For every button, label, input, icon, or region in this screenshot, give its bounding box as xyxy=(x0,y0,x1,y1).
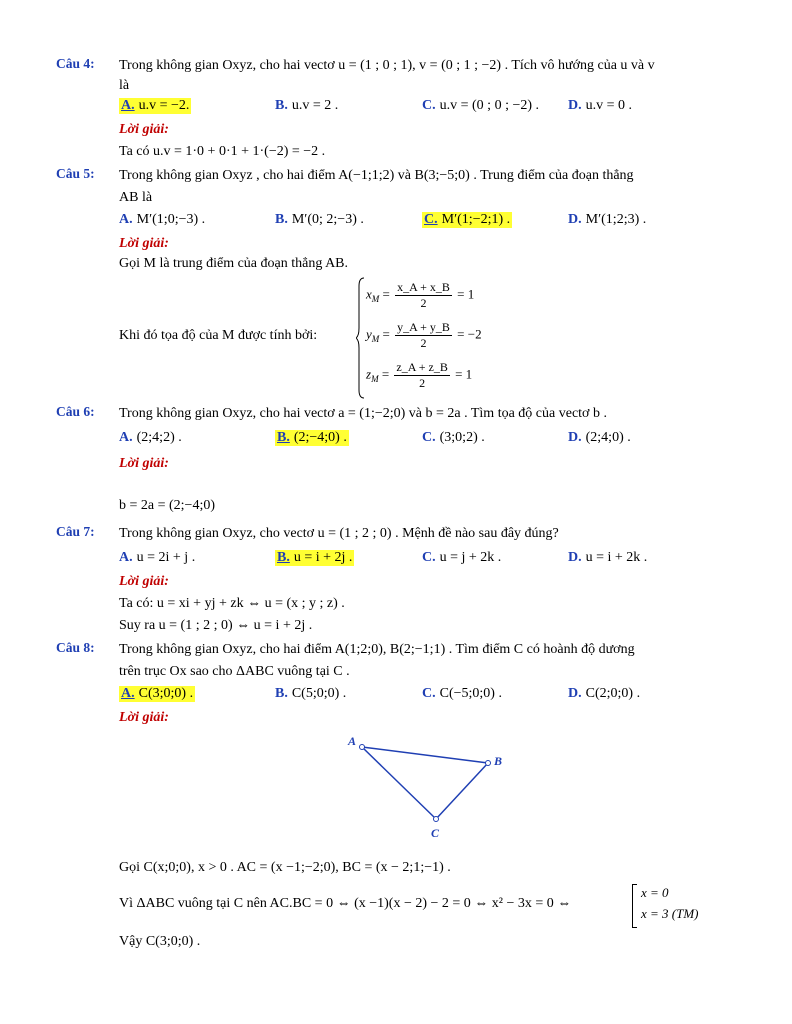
question-text: Trong không gian Oxyz, cho hai vectơ a = (1;−2;0) và b = 2a . Tìm tọa độ của vectơ b . xyxy=(119,406,607,421)
solution-line: Khi đó tọa độ của M được tính bởi: xyxy=(119,328,318,343)
solution-heading: Lời giải: xyxy=(119,456,169,471)
option-a[interactable]: A. u = 2i + j . xyxy=(119,550,196,565)
equation-y: $y_M$ = $\frac{y\_A + y\_B}{2}$ = −2 xyxy=(366,320,482,350)
label-c: C xyxy=(431,826,440,840)
solution-heading: Lời giải: xyxy=(119,236,169,251)
option-c[interactable]: C. C(−5;0;0) . xyxy=(422,686,502,701)
case-x0: x = 0 xyxy=(641,885,669,900)
left-brace-icon xyxy=(356,276,366,400)
question-text: Trong không gian Oxyz, cho vectơ u = (1 ; 2 ; 0) . Mệnh đề nào sau đây đúng? xyxy=(119,526,559,541)
point-b xyxy=(486,761,491,766)
question-label: Câu 6: xyxy=(56,404,95,419)
option-a[interactable]: A. (2;4;2) . xyxy=(119,430,182,445)
question-label: Câu 4: xyxy=(56,56,95,71)
question-label: Câu 8: xyxy=(56,640,95,655)
solution-heading: Lời giải: xyxy=(119,710,169,725)
question-text: Trong không gian Oxyz, cho hai vectơ u = (1 ; 0 ; 1), v = (0 ; 1 ; −2) . Tích vô hướng của u và v xyxy=(119,58,655,73)
option-c[interactable]: C. u = j + 2k . xyxy=(422,550,502,565)
solution-line: Suy ra u = (1 ; 2 ; 0) ⇔ u = i + 2j . xyxy=(119,618,313,633)
solution-line: Gọi M là trung điểm của đoạn thẳng AB. xyxy=(119,256,349,271)
option-b[interactable]: B. u = i + 2j . xyxy=(277,550,353,565)
option-a[interactable]: A. u.v = −2. xyxy=(121,98,190,113)
option-b[interactable]: B. M′(0; 2;−3) . xyxy=(275,212,364,227)
solution-heading: Lời giải: xyxy=(119,574,169,589)
label-a: A xyxy=(348,734,357,748)
option-b[interactable]: B. C(5;0;0) . xyxy=(275,686,347,701)
option-d[interactable]: D. (2;4;0) . xyxy=(568,430,631,445)
option-d[interactable]: D. u.v = 0 . xyxy=(568,98,633,113)
option-a[interactable]: A. M′(1;0;−3) . xyxy=(119,212,206,227)
option-c[interactable]: C. (3;0;2) . xyxy=(422,430,485,445)
midpoint-system xyxy=(356,276,516,400)
option-b[interactable]: B. u.v = 2 . xyxy=(275,98,339,113)
equation-z: $z_M$ = $\frac{z\_A + z\_B}{2}$ = 1 xyxy=(366,360,473,390)
label-b: B xyxy=(494,754,503,768)
option-a[interactable]: A. C(3;0;0) . xyxy=(121,686,194,701)
solution-line: Vì ΔABC vuông tại C nên AC.BC = 0 ⇔ (x −1)(x − 2) − 2 = 0 ⇔ x² − 3x = 0 ⇔ xyxy=(119,896,572,911)
question-text-cont: AB là xyxy=(119,190,153,205)
solution-line: b = 2a = (2;−4;0) xyxy=(119,498,216,513)
triangle-figure xyxy=(340,733,540,843)
edge-ab xyxy=(362,747,488,763)
solution-line: Ta có u.v = 1·0 + 0·1 + 1·(−2) = −2 . xyxy=(119,144,326,159)
question-label: Câu 5: xyxy=(56,166,95,181)
question-text: Trong không gian Oxyz , cho hai điểm A(−1;1;2) và B(3;−5;0) . Trung điểm của đoạn thẳng xyxy=(119,168,634,183)
option-c[interactable]: C. M′(1;−2;1) . xyxy=(424,212,511,227)
solution-line: Gọi C(x;0;0), x > 0 . AC = (x −1;−2;0), BC = (x − 2;1;−1) . xyxy=(119,860,451,875)
option-d[interactable]: D. M′(1;2;3) . xyxy=(568,212,647,227)
case-x3: x = 3 (TM) xyxy=(641,906,699,921)
point-c xyxy=(434,817,439,822)
question-text-cont: trên trục Ox sao cho ΔABC vuông tại C . xyxy=(119,664,350,679)
option-c[interactable]: C. u.v = (0 ; 0 ; −2) . xyxy=(422,98,540,113)
case-bracket xyxy=(632,884,723,928)
option-d[interactable]: D. u = i + 2k . xyxy=(568,550,648,565)
question-text: Trong không gian Oxyz, cho hai điểm A(1;2;0), B(2;−1;1) . Tìm điểm C có hoành độ dương xyxy=(119,642,635,657)
option-d[interactable]: D. C(2;0;0) . xyxy=(568,686,641,701)
question-text-cont: là xyxy=(119,78,130,93)
solution-line: Ta có: u = xi + yj + zk ⇔ u = (x ; y ; z) . xyxy=(119,596,345,611)
solution-line: Vậy C(3;0;0) . xyxy=(119,934,201,949)
option-b[interactable]: B. (2;−4;0) . xyxy=(277,430,347,445)
solution-heading: Lời giải: xyxy=(119,122,169,137)
edge-bc xyxy=(436,763,488,819)
point-a xyxy=(360,745,365,750)
question-label: Câu 7: xyxy=(56,524,95,539)
edge-ca xyxy=(362,747,436,819)
equation-x: $x_M$ = $\frac{x\_A + x\_B}{2}$ = 1 xyxy=(366,280,475,310)
